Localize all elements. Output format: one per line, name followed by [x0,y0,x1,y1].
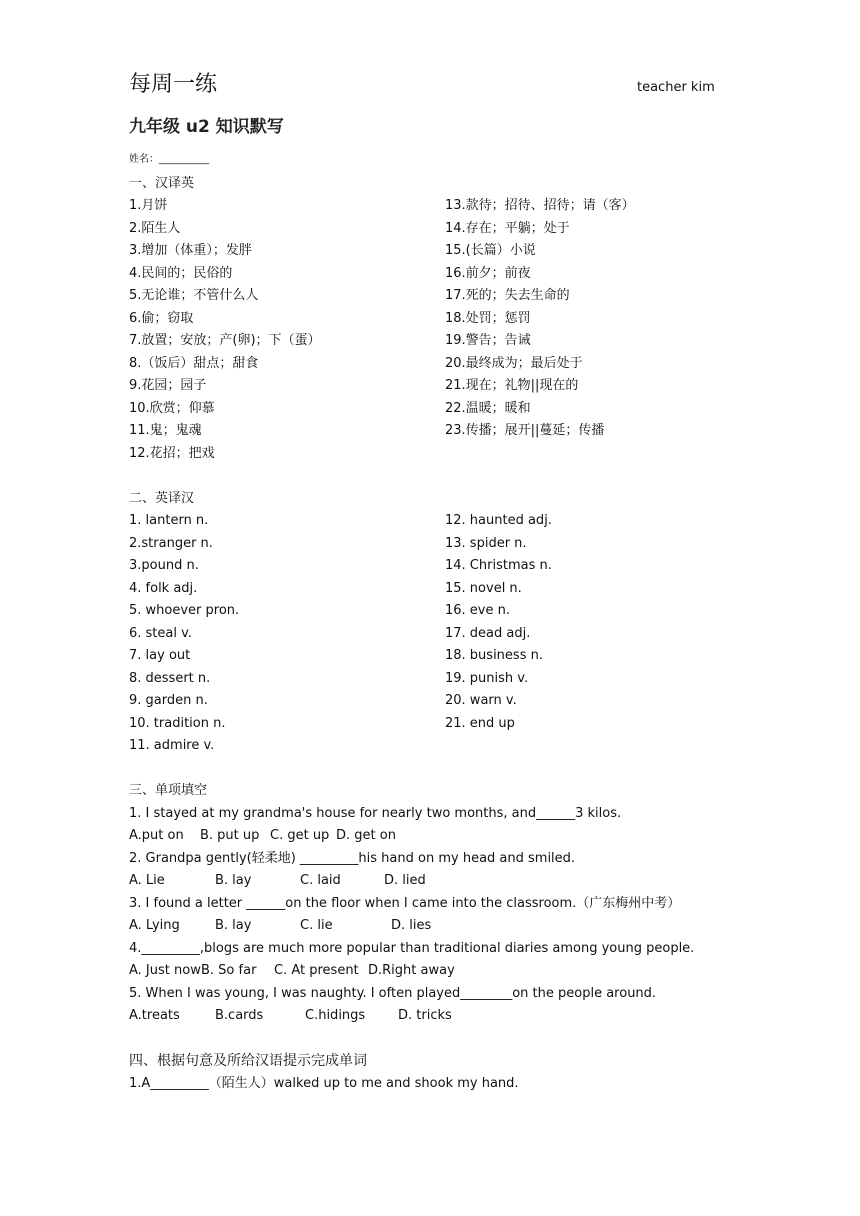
option: D.Right away [368,963,455,978]
option: C. laid [300,873,341,888]
section1-item: 1.月饼 [129,198,168,213]
question-options [129,1007,452,1025]
section2-item: 17. dead adj. [445,626,531,641]
option: D. tricks [398,1008,452,1023]
section2-item: 6. steal v. [129,626,192,641]
option: C. At present [274,963,359,978]
option: B. put up [200,828,260,843]
question-text: 1. I stayed at my grandma's house for nearly two months, and______3 kilos. [129,806,622,821]
section2-item: 4. folk adj. [129,581,198,596]
option: B.cards [215,1008,264,1023]
section2-item: 13. spider n. [445,536,527,551]
question-text: 3. I found a letter ______on the floor when I came into the classroom.（广东梅州中考） [129,896,681,911]
page-title: 每周一练 [129,72,218,97]
section2-heading: 二、英译汉 [129,491,195,506]
question-options [129,962,455,980]
section1-item: 15.(长篇）小说 [445,243,536,258]
section1-item: 23.传播；展开||蔓延；传播 [445,423,605,438]
section1-heading: 一、汉译英 [129,176,195,191]
option: D. lied [384,873,426,888]
page-subtitle: 九年级 u2 知识默写 [129,117,284,137]
section1-item: 6.偷；窃取 [129,311,194,326]
section2-item: 18. business n. [445,648,543,663]
question-text: 5. When I was young, I was naughty. I often played________on the people around. [129,986,657,1001]
name-field-label: 姓名：__________ [129,154,209,165]
option: C. get up [270,828,330,843]
section2-item: 14. Christmas n. [445,558,552,573]
section1-item: 20.最终成为；最后处于 [445,356,583,371]
section1-item: 11.鬼；鬼魂 [129,423,202,438]
section2-item: 11. admire v. [129,738,215,753]
option: B. lay [215,873,252,888]
section2-item: 16. eve n. [445,603,510,618]
question-options [129,917,431,935]
section4-heading: 四、根据句意及所给汉语提示完成单词 [129,1053,367,1069]
section2-item: 15. novel n. [445,581,522,596]
section1-item: 7.放置；安放；产(卵)；下（蛋） [129,333,321,348]
section1-item: 18.处罚；惩罚 [445,311,531,326]
section1-item: 10.欣赏；仰慕 [129,401,215,416]
section2-item: 1. lantern n. [129,513,209,528]
section2-item: 10. tradition n. [129,716,226,731]
section1-item: 2.陌生人 [129,221,181,236]
option: A.put on [129,828,184,843]
section2-item: 19. punish v. [445,671,529,686]
section1-item: 14.存在；平躺；处于 [445,221,570,236]
section3-heading: 三、单项填空 [129,783,208,798]
section1-item: 19.警告；告诫 [445,333,531,348]
option: C. lie [300,918,333,933]
question-text: 4._________,blogs are much more popular than traditional diaries among young people. [129,941,695,956]
section2-item: 20. warn v. [445,693,517,708]
option: D. get on [336,828,396,843]
section2-item: 5. whoever pron. [129,603,240,618]
question-options [129,872,426,890]
section1-item: 3.增加（体重）；发胖 [129,243,252,258]
option: A. Lying [129,918,180,933]
section2-item: 7. lay out [129,648,191,663]
section2-item: 8. dessert n. [129,671,211,686]
section1-item: 9.花园；园子 [129,378,207,393]
section1-item: 8.（饭后）甜点；甜食 [129,356,259,371]
section2-item: 2.stranger n. [129,536,213,551]
section2-item: 12. haunted adj. [445,513,552,528]
teacher-name: teacher kim [637,80,715,95]
section4-item: 1.A_________（陌生人）walked up to me and shook my hand. [129,1076,519,1091]
option: A.treats [129,1008,180,1023]
section1-item: 16.前夕；前夜 [445,266,531,281]
question-options [129,827,396,845]
section1-item: 4.民间的；民俗的 [129,266,233,281]
option: A. Lie [129,873,165,888]
option: D. lies [391,918,432,933]
section2-item: 21. end up [445,716,515,731]
section1-item: 22.温暖；暖和 [445,401,531,416]
section1-item: 5.无论谁；不管什么人 [129,288,259,303]
option: A. Just now [129,963,201,978]
section2-item: 9. garden n. [129,693,208,708]
option: B. lay [215,918,252,933]
option: B. So far [201,963,257,978]
section2-item: 3.pound n. [129,558,199,573]
question-text: 2. Grandpa gently(轻柔地) _________his hand on my head and smiled. [129,851,576,866]
option: C.hidings [305,1008,366,1023]
section1-item: 17.死的；失去生命的 [445,288,570,303]
section1-item: 13.款待；招待、招待；请（客） [445,198,635,213]
section1-item: 21.现在；礼物||现在的 [445,378,579,393]
section1-item: 12.花招；把戏 [129,446,215,461]
